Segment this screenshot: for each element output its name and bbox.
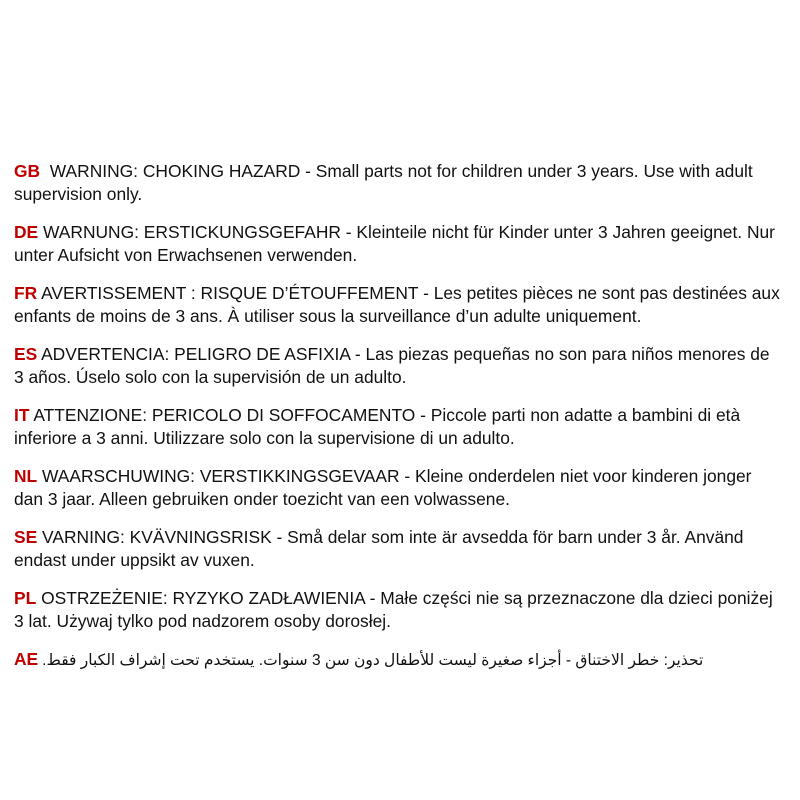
warning-text-ae: تحذير: خطر الاختناق - أجزاء صغيرة ليست للأطفال دون سن 3 سنوات. يستخدم تحت إشراف الكبار فقط.: [42, 652, 704, 669]
warning-ae: [14, 648, 784, 672]
warning-text-it: ATTENZIONE: PERICOLO DI SOFFOCAMENTO - Piccole parti non adatte a bambini di età inferiore a 3 anni. Utilizzare solo con la supervisione di un adulto.: [14, 405, 741, 448]
warning-text-de: WARNUNG: ERSTICKUNGSGEFAHR - Kleinteile nicht für Kinder unter 3 Jahren geeignet. Nur unter Aufsicht von Erwachsenen verwenden.: [14, 222, 775, 265]
language-code-it: IT: [14, 405, 30, 425]
language-code-se: SE: [14, 527, 38, 547]
warning-fr: [14, 282, 784, 328]
warning-text-se: VARNING: KVÄVNINGSRISK - Små delar som inte är avsedda för barn under 3 år. Använd endast under uppsikt av vuxen.: [14, 527, 744, 570]
warning-se: [14, 526, 784, 572]
warning-list: [14, 160, 784, 687]
warning-it: [14, 404, 784, 450]
language-code-es: ES: [14, 344, 38, 364]
language-code-fr: FR: [14, 283, 38, 303]
language-code-de: DE: [14, 222, 39, 242]
warning-nl: [14, 465, 784, 511]
warning-text-fr: AVERTISSEMENT : RISQUE D’ÉTOUFFEMENT - Les petites pièces ne sont pas destinées aux enfants de moins de 3 ans. À utiliser sous la surveillance d’un adulte uniquement.: [14, 283, 780, 326]
warning-es: [14, 343, 784, 389]
language-code-gb: GB: [14, 161, 41, 181]
language-code-ae: AE: [14, 649, 39, 669]
warning-pl: [14, 587, 784, 633]
warning-gb: [14, 160, 784, 206]
language-code-nl: NL: [14, 466, 38, 486]
warning-text-gb: WARNING: CHOKING HAZARD - Small parts not for children under 3 years. Use with adult supervision only.: [14, 161, 753, 204]
warning-text-es: ADVERTENCIA: PELIGRO DE ASFIXIA - Las piezas pequeñas no son para niños menores de 3 años. Úselo solo con la supervisión de un adulto.: [14, 344, 770, 387]
warning-text-pl: OSTRZEŻENIE: RYZYKO ZADŁAWIENIA - Małe części nie są przeznaczone dla dzieci poniżej 3 lat. Używaj tylko pod nadzorem osoby dorosłej.: [14, 588, 773, 631]
warning-text-nl: WAARSCHUWING: VERSTIKKINGSGEVAAR - Kleine onderdelen niet voor kinderen jonger dan 3 jaar. Alleen gebruiken onder toezicht van een volwassene.: [14, 466, 752, 509]
language-code-pl: PL: [14, 588, 37, 608]
warning-de: [14, 221, 784, 267]
